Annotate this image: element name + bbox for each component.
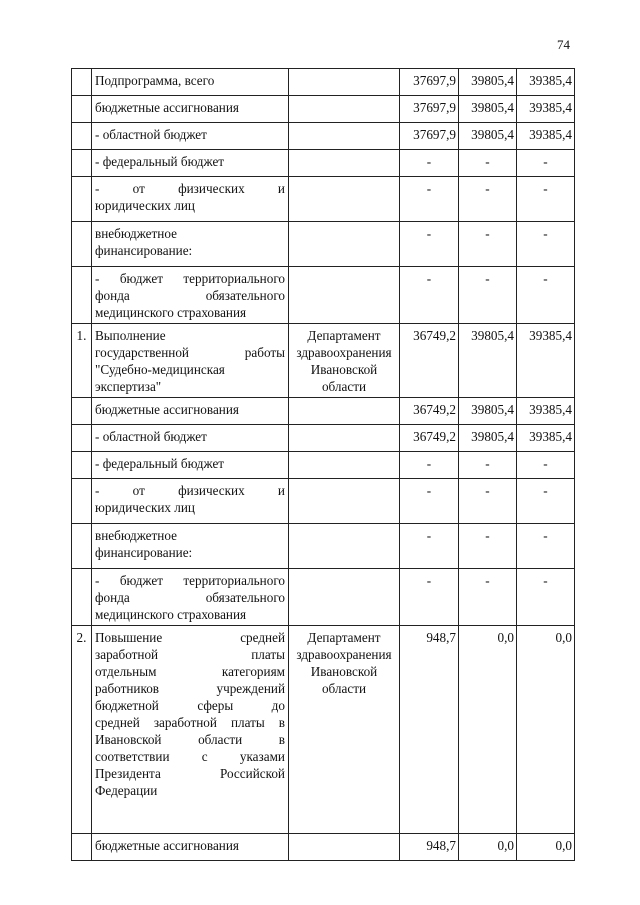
row-number [72, 479, 92, 524]
row-description [92, 177, 289, 222]
value-cell-v3: 0,0 [517, 834, 575, 861]
row-number [72, 267, 92, 324]
row-description [92, 452, 289, 479]
description-line: Ивановской области в [95, 732, 285, 747]
description-line: бюджетные ассигнования [95, 100, 239, 115]
row-executor [289, 222, 400, 267]
value-cell-v2: - [459, 150, 517, 177]
row-description [92, 425, 289, 452]
description-line: отдельным категориям [95, 664, 285, 679]
row-description [92, 834, 289, 861]
row-executor [289, 150, 400, 177]
value-cell-v1: - [400, 177, 459, 222]
value-cell-v2: 39805,4 [459, 69, 517, 96]
table-row [72, 452, 575, 479]
page-number: 74 [557, 37, 570, 52]
value-cell-v3: - [517, 177, 575, 222]
description-line: юридических лиц [95, 500, 195, 515]
table-row [72, 267, 575, 324]
row-description [92, 150, 289, 177]
value-cell-v2: - [459, 177, 517, 222]
row-description [92, 267, 289, 324]
value-cell-v2: 39805,4 [459, 324, 517, 398]
row-description [92, 324, 289, 398]
value-cell-v3: - [517, 479, 575, 524]
row-number [72, 123, 92, 150]
value-cell-v2: - [459, 479, 517, 524]
row-executor [289, 69, 400, 96]
executor-line: области [321, 681, 367, 696]
description-line: - областной бюджет [95, 429, 207, 444]
row-executor [289, 425, 400, 452]
description-line: Выполнение [95, 328, 166, 343]
row-number [72, 150, 92, 177]
value-cell-v1: 36749,2 [400, 324, 459, 398]
value-cell-v2: - [459, 569, 517, 626]
row-executor [289, 324, 400, 398]
row-number [72, 425, 92, 452]
row-description [92, 524, 289, 569]
value-cell-v1: - [400, 569, 459, 626]
value-cell-v1: - [400, 479, 459, 524]
row-description [92, 569, 289, 626]
row-executor [289, 177, 400, 222]
description-line: - областной бюджет [95, 127, 207, 142]
description-line: - бюджет территориального [95, 271, 285, 286]
value-cell-v3: - [517, 150, 575, 177]
description-line: - от физических и [95, 483, 285, 498]
description-line: фонда обязательного [95, 590, 285, 605]
description-line: соответствии с указами [95, 749, 285, 764]
value-cell-v1: - [400, 452, 459, 479]
value-cell-v3: - [517, 569, 575, 626]
description-line: медицинского страхования [95, 607, 247, 622]
table-row [72, 96, 575, 123]
row-number [72, 96, 92, 123]
value-cell-v3: 39385,4 [517, 324, 575, 398]
description-line: заработной платы [95, 647, 285, 662]
budget-table [71, 68, 575, 861]
row-executor [289, 524, 400, 569]
executor-line: здравоохранения [296, 647, 392, 662]
row-description [92, 398, 289, 425]
row-executor [289, 96, 400, 123]
value-cell-v3: 39385,4 [517, 123, 575, 150]
value-cell-v2: 39805,4 [459, 123, 517, 150]
description-line: государственной работы [95, 345, 285, 360]
value-cell-v3: 39385,4 [517, 69, 575, 96]
description-line: - федеральный бюджет [95, 456, 225, 471]
row-description [92, 69, 289, 96]
description-line: Президента Российской [95, 766, 285, 781]
row-executor [289, 834, 400, 861]
value-cell-v3: 39385,4 [517, 425, 575, 452]
description-line: средней заработной платы в [95, 715, 285, 730]
table-row [72, 398, 575, 425]
executor-line: Департамент [307, 630, 381, 645]
executor-line: Ивановской [310, 362, 378, 377]
description-line: Подпрограмма, всего [95, 73, 215, 88]
value-cell-v2: 39805,4 [459, 96, 517, 123]
description-line: Федерации [95, 783, 158, 798]
row-number [72, 177, 92, 222]
row-executor [289, 267, 400, 324]
row-number [72, 222, 92, 267]
value-cell-v1: 37697,9 [400, 96, 459, 123]
table-row [72, 425, 575, 452]
row-description [92, 626, 289, 834]
description-line: внебюджетное [95, 226, 177, 241]
row-number [72, 398, 92, 425]
table-row [72, 150, 575, 177]
value-cell-v3: 39385,4 [517, 96, 575, 123]
description-line: внебюджетное [95, 528, 177, 543]
description-line: - бюджет территориального [95, 573, 285, 588]
description-line: финансирование: [95, 243, 193, 258]
table-row [72, 626, 575, 834]
row-number [72, 69, 92, 96]
row-number [72, 569, 92, 626]
value-cell-v2: - [459, 222, 517, 267]
description-line: экспертиза" [95, 379, 162, 394]
value-cell-v3: - [517, 524, 575, 569]
value-cell-v1: - [400, 150, 459, 177]
row-executor [289, 479, 400, 524]
description-line: - федеральный бюджет [95, 154, 225, 169]
description-line: бюджетные ассигнования [95, 838, 239, 853]
row-executor [289, 398, 400, 425]
description-line: - от физических и [95, 181, 285, 196]
value-cell-v3: - [517, 222, 575, 267]
description-line: бюджетные ассигнования [95, 402, 239, 417]
executor-line: здравоохранения [296, 345, 392, 360]
value-cell-v1: 36749,2 [400, 425, 459, 452]
value-cell-v1: 36749,2 [400, 398, 459, 425]
table-row [72, 123, 575, 150]
row-description [92, 222, 289, 267]
description-line: бюджетной сферы до [95, 698, 285, 713]
executor-line: Департамент [307, 328, 381, 343]
row-number: 1. [72, 324, 92, 398]
table-row [72, 222, 575, 267]
description-line: Повышение средней [95, 630, 285, 645]
value-cell-v3: - [517, 267, 575, 324]
value-cell-v2: - [459, 452, 517, 479]
row-description [92, 479, 289, 524]
row-description [92, 96, 289, 123]
description-line: юридических лиц [95, 198, 195, 213]
value-cell-v1: - [400, 267, 459, 324]
table-row [72, 524, 575, 569]
description-line: работников учреждений [95, 681, 285, 696]
description-line: финансирование: [95, 545, 193, 560]
value-cell-v1: 948,7 [400, 834, 459, 861]
table-row [72, 479, 575, 524]
value-cell-v1: - [400, 524, 459, 569]
value-cell-v2: 39805,4 [459, 398, 517, 425]
row-number [72, 524, 92, 569]
description-line: медицинского страхования [95, 305, 247, 320]
row-executor [289, 452, 400, 479]
description-line: "Судебно-медицинская [95, 362, 225, 377]
row-description [92, 123, 289, 150]
table-row [72, 177, 575, 222]
description-line: фонда обязательного [95, 288, 285, 303]
value-cell-v2: 39805,4 [459, 425, 517, 452]
row-executor [289, 626, 400, 834]
row-executor [289, 569, 400, 626]
table-row [72, 569, 575, 626]
row-executor [289, 123, 400, 150]
row-number [72, 452, 92, 479]
table-row [72, 324, 575, 398]
executor-line: Ивановской [310, 664, 378, 679]
value-cell-v1: 37697,9 [400, 123, 459, 150]
row-number [72, 834, 92, 861]
value-cell-v2: 0,0 [459, 626, 517, 834]
value-cell-v3: 39385,4 [517, 398, 575, 425]
value-cell-v2: 0,0 [459, 834, 517, 861]
value-cell-v3: 0,0 [517, 626, 575, 834]
value-cell-v2: - [459, 524, 517, 569]
row-number: 2. [72, 626, 92, 834]
table-row [72, 69, 575, 96]
value-cell-v3: - [517, 452, 575, 479]
value-cell-v1: 948,7 [400, 626, 459, 834]
executor-line: области [321, 379, 367, 394]
value-cell-v1: 37697,9 [400, 69, 459, 96]
value-cell-v1: - [400, 222, 459, 267]
value-cell-v2: - [459, 267, 517, 324]
table-row [72, 834, 575, 861]
budget-table-body [72, 69, 575, 861]
